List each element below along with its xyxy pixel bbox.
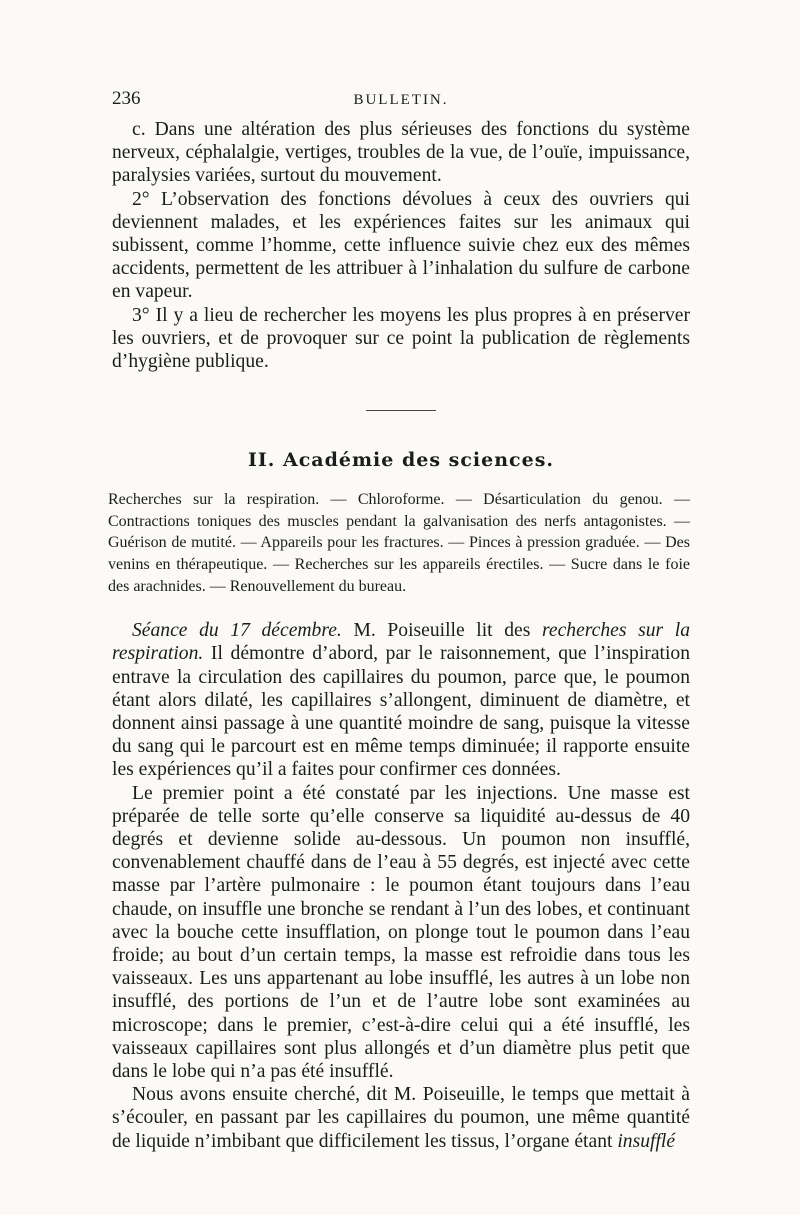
paragraph-3: 3° Il y a lieu de rechercher les moyens les plus propres à en préserver les ouvriers, et de provoquer sur ce point la publication de règlements d’hygiène publique.: [112, 304, 690, 373]
section-divider: [366, 410, 436, 411]
section-summary: Recherches sur la respiration. — Chloroforme. — Désarticulation du genou. — Contractions toniques des muscles pendant la galvanisation des nerfs antagonistes. — Guérison de mutité. — Appareils pour les fractures. — Pinces à pression graduée. — Des venins en thérapeutique. — Recherches sur les appareils érectiles. — Sucre dans le foie des arachnides. — Renouvellement du bureau.: [108, 491, 690, 595]
page-number: 236: [112, 88, 141, 109]
final-paragraph: [112, 1083, 690, 1153]
seance-work-title: recherches sur la respiration.: [112, 620, 691, 665]
paragraph-2: 2° L’observation des fonctions dévolues à ceux des ouvriers qui deviennent malades, et les expériences faites sur les animaux qui subissent, comme l’homme, cette influence suivie chez eux des mêmes accidents, permettent de les attribuer à l’inhalation du sulfure de carbone en vapeur.: [112, 188, 690, 303]
page-header: [112, 88, 690, 118]
seance-text: Il démontre d’abord, par le raisonnement, que l’inspiration entrave la circulation des capillaires du poumon, parce que, le poumon étant alors dilaté, les capillaires s’allongent, diminuent de diamètre, et donnent ainsi passage à une quantité moindre de sang, puisque la vitesse du sang qui le parcourt est en même temps diminuée; il rapporte ensuite les expériences qu’il a faites pour confirmer ces données.: [112, 643, 690, 781]
seance-author: M. Poiseuille lit des: [353, 620, 531, 642]
final-italic: insufflé: [617, 1130, 676, 1152]
seance-paragraph: [112, 619, 690, 781]
article-body: [112, 619, 690, 1153]
page: [108, 88, 691, 1153]
running-title: BULLETIN.: [353, 92, 449, 108]
final-text: Nous avons ensuite cherché, dit M. Poiseuille, le temps que mettait à s’écouler, en passant par les capillaires du poumon, une même quantité de liquide n’imbibant que difficilement les tissus, l’organe étant: [112, 1084, 690, 1152]
seance-date: Séance du 17 décembre.: [132, 620, 342, 642]
section-title: II. Académie des sciences.: [247, 449, 555, 472]
paragraph-c: c. Dans une altération des plus sérieuses des fonctions du système nerveux, céphalalgie, vertiges, troubles de la vue, de l’ouïe, impuissance, paralysies variées, surtout du mouvement.: [112, 119, 690, 187]
injection-paragraph: Le premier point a été constaté par les injections. Une masse est préparée de telle sorte qu’elle conserve sa liquidité au-dessus de 40 degrés et devienne solide au-dessous. Un poumon non insufflé, convenablement chauffé dans de l’eau à 55 degrés, est injecté avec cette masse par l’artère pulmonaire : le poumon étant toujours dans l’eau chaude, on insuffle une bronche se rendant à l’un des lobes, et continuant avec la bouche cette insufflation, on plonge tout le poumon dans l’eau froide; au bout d’un certain temps, la masse est refroidie dans tous les vaisseaux. Les uns appartenant au lobe insufflé, les autres à un lobe non insufflé, des portions de l’un et de l’autre lobe sont examinées au microscope; dans le premier, c’est-à-dire celui qui a été insufflé, les vaisseaux capillaires sont plus allongés et d’un diamètre plus petit que dans le lobe qui n’a pas été insufflé.: [112, 782, 690, 1083]
